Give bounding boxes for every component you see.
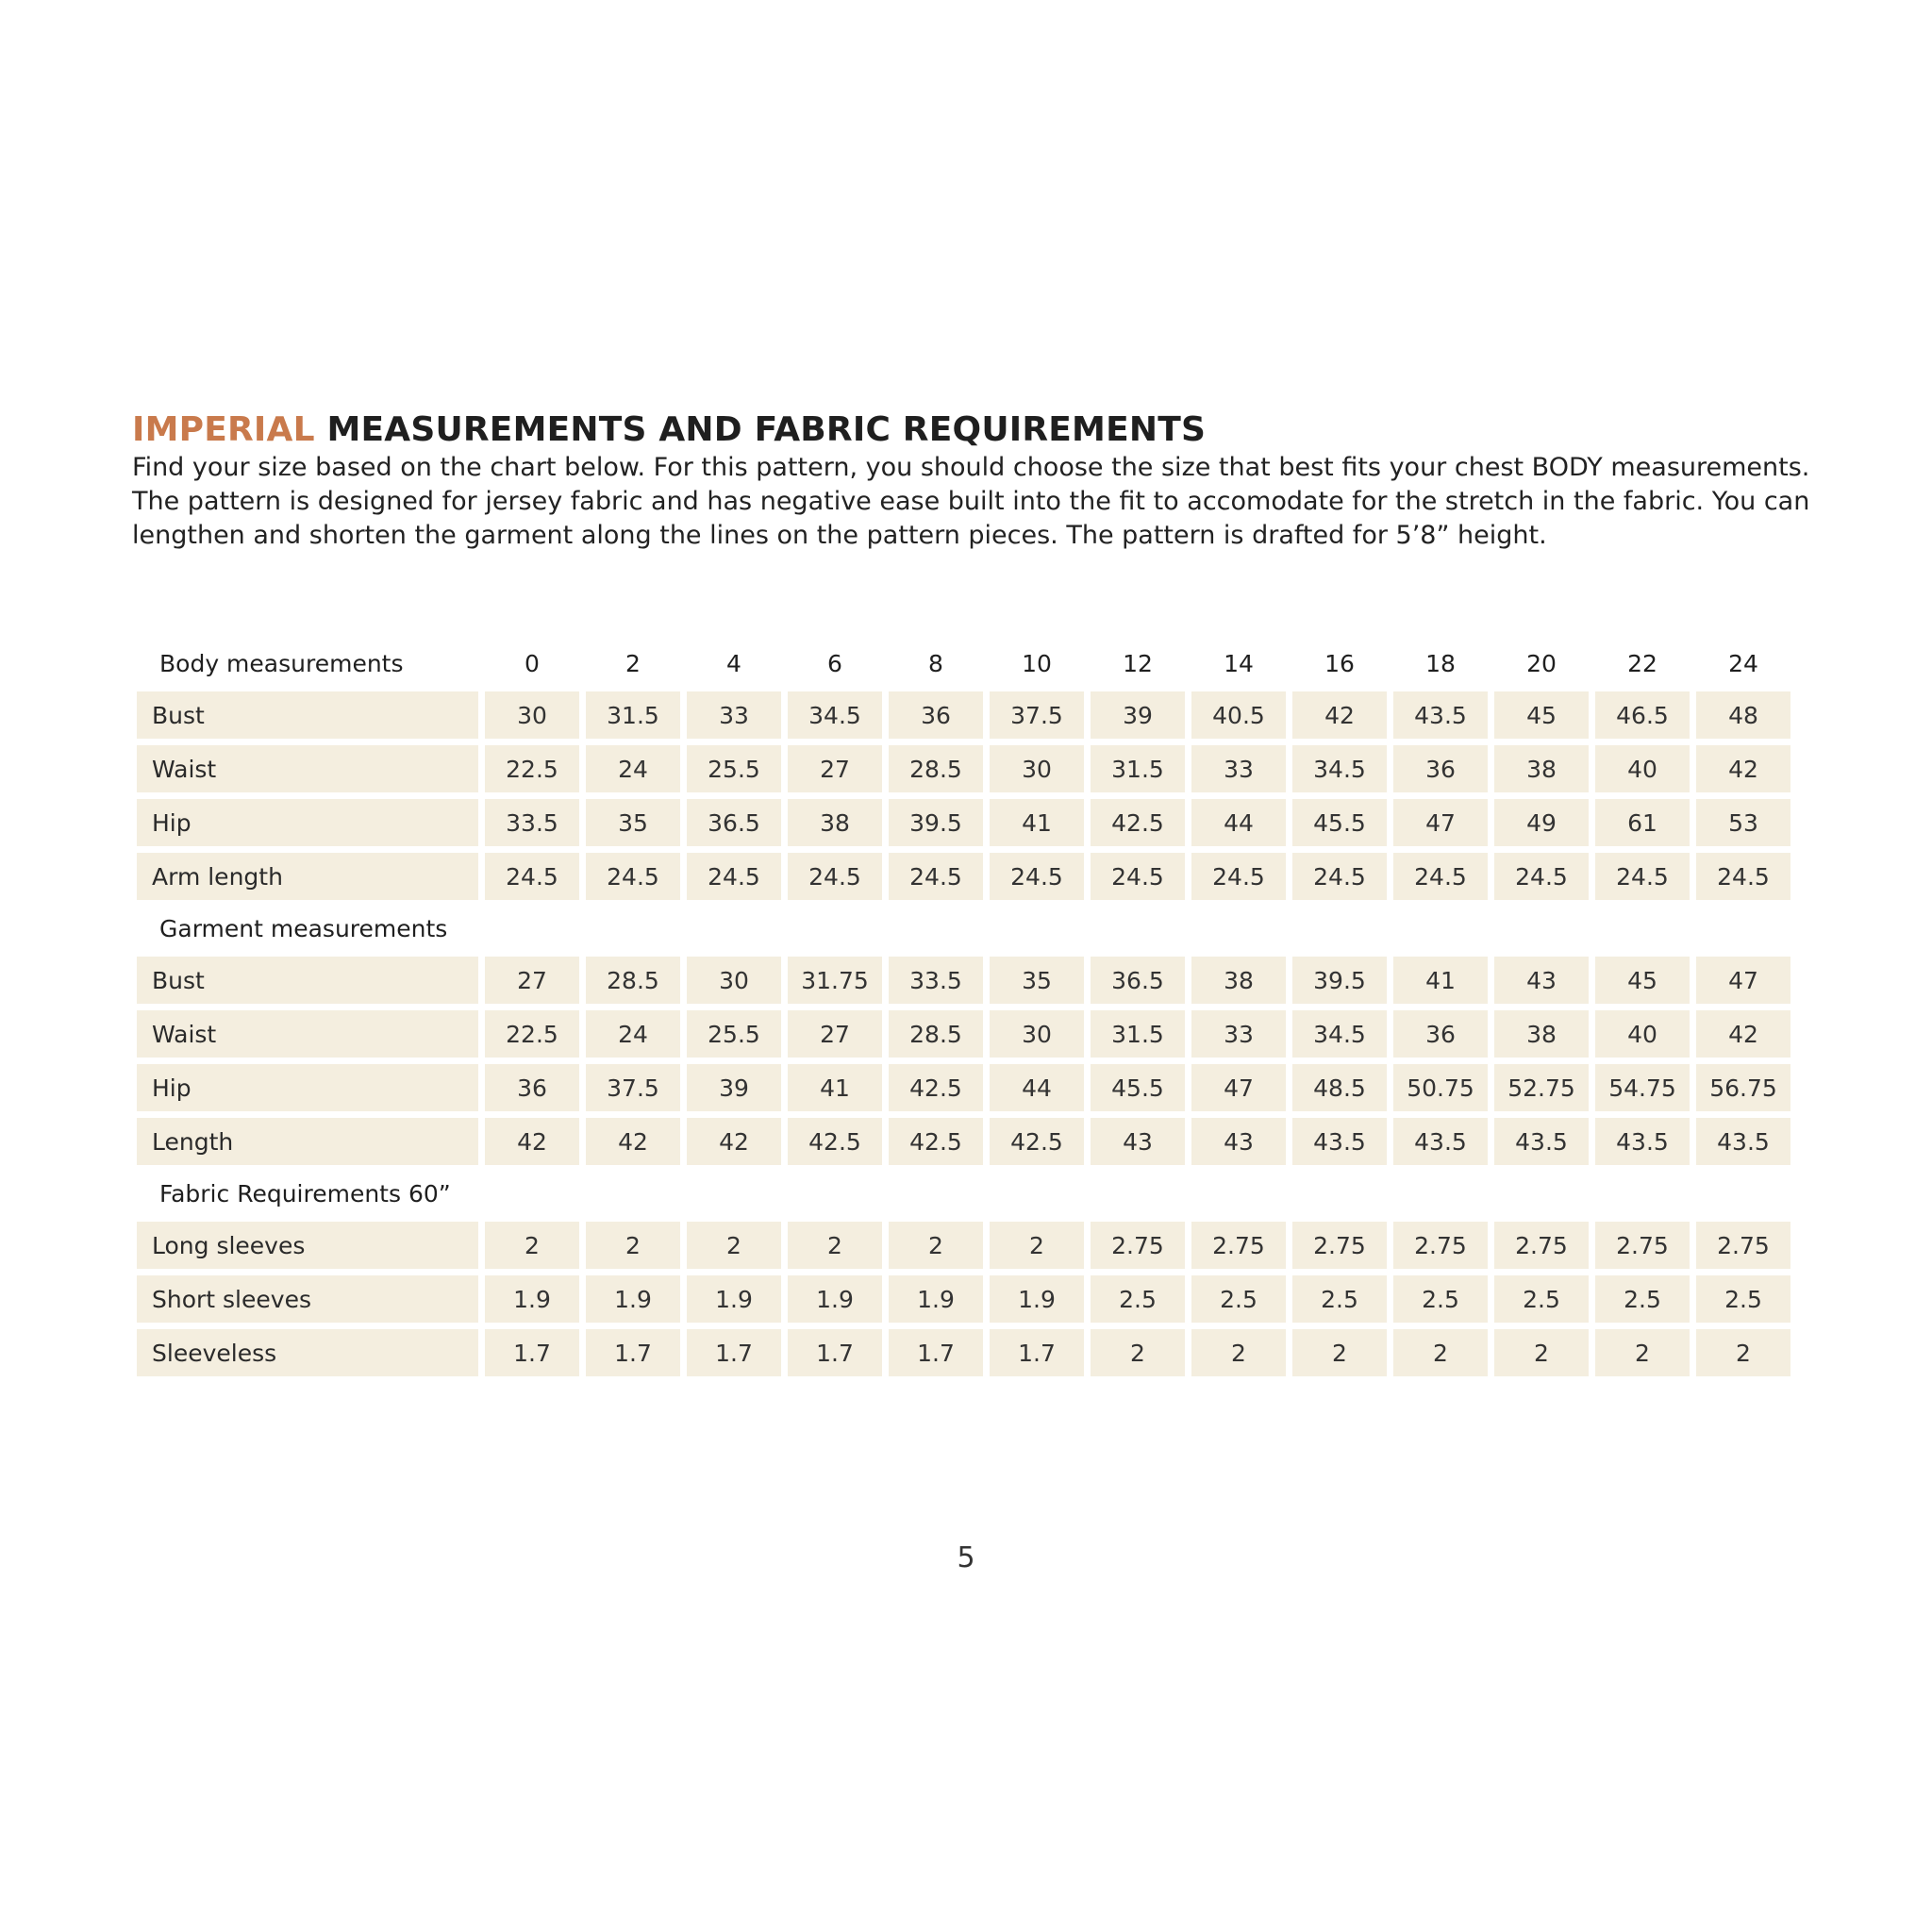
table-cell: 1.9 xyxy=(889,1275,983,1323)
table-cell: 2.75 xyxy=(1595,1222,1690,1269)
heading-rest: MEASUREMENTS AND FABRIC REQUIREMENTS xyxy=(314,410,1207,449)
table-row xyxy=(137,1275,1790,1323)
table-cell: 36 xyxy=(1393,745,1488,792)
size-column-header: 16 xyxy=(1324,649,1355,677)
table-cell: 36 xyxy=(1393,1010,1488,1058)
table-cell: 1.7 xyxy=(485,1329,579,1376)
table-cell: 24.5 xyxy=(1494,853,1589,900)
table-cell: 24.5 xyxy=(485,853,579,900)
table-cell: 24.5 xyxy=(1191,853,1286,900)
table-row xyxy=(137,799,1790,846)
table-cell: 36.5 xyxy=(687,799,781,846)
row-label: Sleeveless xyxy=(137,1329,478,1376)
table-cell: 43.5 xyxy=(1393,1118,1488,1165)
table-cell: 22.5 xyxy=(485,745,579,792)
table-cell: 2 xyxy=(1091,1329,1185,1376)
table-cell: 42 xyxy=(1696,745,1790,792)
table-cell: 42.5 xyxy=(889,1118,983,1165)
size-column-header: 22 xyxy=(1627,649,1657,677)
table-cell: 43 xyxy=(1494,957,1589,1004)
table-cell: 45.5 xyxy=(1292,799,1387,846)
table-cell: 1.9 xyxy=(990,1275,1084,1323)
table-row xyxy=(137,1329,1790,1376)
table-cell: 2 xyxy=(889,1222,983,1269)
table-cell: 2 xyxy=(485,1222,579,1269)
table-cell: 39.5 xyxy=(1292,957,1387,1004)
table-cell: 24.5 xyxy=(687,853,781,900)
table-cell: 31.75 xyxy=(788,957,882,1004)
table-cell: 24 xyxy=(586,1010,680,1058)
table-cell: 37.5 xyxy=(990,691,1084,739)
table-cell: 2 xyxy=(1292,1329,1387,1376)
table-cell: 39.5 xyxy=(889,799,983,846)
table-cell: 44 xyxy=(990,1064,1084,1111)
table-cell: 2.75 xyxy=(1091,1222,1185,1269)
row-label: Hip xyxy=(137,799,478,846)
table-cell: 24.5 xyxy=(889,853,983,900)
table-row xyxy=(137,957,1790,1004)
table-cell: 2.75 xyxy=(1494,1222,1589,1269)
table-cell: 1.7 xyxy=(788,1329,882,1376)
section-title: Garment measurements xyxy=(159,914,448,942)
table-cell: 43.5 xyxy=(1292,1118,1387,1165)
table-cell: 42 xyxy=(687,1118,781,1165)
table-cell: 30 xyxy=(485,691,579,739)
size-column-header: 10 xyxy=(1022,649,1052,677)
size-column-header: 24 xyxy=(1728,649,1758,677)
table-cell: 42 xyxy=(586,1118,680,1165)
row-label: Bust xyxy=(137,957,478,1004)
table-cell: 2 xyxy=(1696,1329,1790,1376)
table-cell: 24.5 xyxy=(1292,853,1387,900)
size-column-header: 4 xyxy=(726,649,741,677)
table-cell: 27 xyxy=(788,745,882,792)
table-cell: 46.5 xyxy=(1595,691,1690,739)
table-cell: 2 xyxy=(687,1222,781,1269)
row-label: Arm length xyxy=(137,853,478,900)
table-cell: 42.5 xyxy=(889,1064,983,1111)
table-cell: 2.5 xyxy=(1595,1275,1690,1323)
table-row xyxy=(137,853,1790,900)
row-label: Bust xyxy=(137,691,478,739)
table-cell: 43.5 xyxy=(1595,1118,1690,1165)
table-cell: 1.7 xyxy=(687,1329,781,1376)
table-cell: 41 xyxy=(990,799,1084,846)
table-cell: 42 xyxy=(1696,1010,1790,1058)
table-cell: 25.5 xyxy=(687,1010,781,1058)
table-cell: 33 xyxy=(1191,745,1286,792)
table-cell: 40 xyxy=(1595,745,1690,792)
intro-line: Find your size based on the chart below. For this pattern, you should choose the size that best fits your chest BODY measurements. xyxy=(132,453,1810,482)
table-cell: 30 xyxy=(990,745,1084,792)
size-column-header: 8 xyxy=(928,649,943,677)
table-cell: 38 xyxy=(1494,1010,1589,1058)
section-header-row xyxy=(137,641,1790,685)
table-row xyxy=(137,691,1790,739)
row-label: Hip xyxy=(137,1064,478,1111)
table-cell: 45 xyxy=(1494,691,1589,739)
size-column-header: 18 xyxy=(1425,649,1456,677)
table-cell: 42 xyxy=(1292,691,1387,739)
size-chart-table xyxy=(130,635,1797,1383)
table-cell: 36.5 xyxy=(1091,957,1185,1004)
table-cell: 22.5 xyxy=(485,1010,579,1058)
page-heading xyxy=(132,408,1206,453)
table-cell: 50.75 xyxy=(1393,1064,1488,1111)
table-cell: 30 xyxy=(687,957,781,1004)
table-cell: 2 xyxy=(1393,1329,1488,1376)
table-cell: 25.5 xyxy=(687,745,781,792)
table-cell: 33 xyxy=(687,691,781,739)
table-cell: 2 xyxy=(1595,1329,1690,1376)
row-label: Length xyxy=(137,1118,478,1165)
table-cell: 53 xyxy=(1696,799,1790,846)
table-cell: 24 xyxy=(586,745,680,792)
table-cell: 2.5 xyxy=(1292,1275,1387,1323)
table-cell: 24.5 xyxy=(586,853,680,900)
table-cell: 1.9 xyxy=(485,1275,579,1323)
table-cell: 41 xyxy=(788,1064,882,1111)
table-cell: 47 xyxy=(1191,1064,1286,1111)
table-cell: 42 xyxy=(485,1118,579,1165)
table-cell: 1.7 xyxy=(990,1329,1084,1376)
table-cell: 2.75 xyxy=(1393,1222,1488,1269)
table-cell: 38 xyxy=(1494,745,1589,792)
table-row xyxy=(137,745,1790,792)
table-cell: 24.5 xyxy=(1091,853,1185,900)
table-cell: 48 xyxy=(1696,691,1790,739)
table-cell: 2.5 xyxy=(1696,1275,1790,1323)
table-cell: 2.5 xyxy=(1191,1275,1286,1323)
table-cell: 24.5 xyxy=(788,853,882,900)
size-column-header: 14 xyxy=(1224,649,1254,677)
table-cell: 24.5 xyxy=(990,853,1084,900)
table-cell: 54.75 xyxy=(1595,1064,1690,1111)
table-cell: 28.5 xyxy=(586,957,680,1004)
table-cell: 24.5 xyxy=(1595,853,1690,900)
table-cell: 38 xyxy=(788,799,882,846)
table-cell: 2 xyxy=(1494,1329,1589,1376)
size-column-header: 12 xyxy=(1123,649,1153,677)
table-cell: 33.5 xyxy=(485,799,579,846)
table-cell: 41 xyxy=(1393,957,1488,1004)
section-title: Body measurements xyxy=(159,649,404,677)
table-cell: 61 xyxy=(1595,799,1690,846)
table-cell: 43.5 xyxy=(1494,1118,1589,1165)
table-cell: 38 xyxy=(1191,957,1286,1004)
table-cell: 36 xyxy=(485,1064,579,1111)
table-cell: 1.7 xyxy=(889,1329,983,1376)
table-cell: 2.75 xyxy=(1191,1222,1286,1269)
table-cell: 24.5 xyxy=(1696,853,1790,900)
size-column-header: 2 xyxy=(625,649,641,677)
table-row xyxy=(137,1222,1790,1269)
table-cell: 52.75 xyxy=(1494,1064,1589,1111)
table-cell: 30 xyxy=(990,1010,1084,1058)
row-label: Long sleeves xyxy=(137,1222,478,1269)
heading-accent: IMPERIAL xyxy=(132,410,315,449)
table-cell: 40 xyxy=(1595,1010,1690,1058)
table-cell: 36 xyxy=(889,691,983,739)
table-cell: 43 xyxy=(1191,1118,1286,1165)
table-row xyxy=(137,1010,1790,1058)
table-cell: 2 xyxy=(788,1222,882,1269)
table-cell: 40.5 xyxy=(1191,691,1286,739)
table-cell: 2.75 xyxy=(1696,1222,1790,1269)
table-cell: 2.5 xyxy=(1393,1275,1488,1323)
table-cell: 2 xyxy=(586,1222,680,1269)
table-row xyxy=(137,1118,1790,1165)
size-chart-body xyxy=(137,641,1790,1376)
table-cell: 42.5 xyxy=(788,1118,882,1165)
intro-paragraph xyxy=(132,451,1830,553)
table-cell: 37.5 xyxy=(586,1064,680,1111)
table-cell: 1.9 xyxy=(687,1275,781,1323)
table-cell: 31.5 xyxy=(1091,1010,1185,1058)
table-cell: 27 xyxy=(485,957,579,1004)
table-row xyxy=(137,1064,1790,1111)
table-cell: 28.5 xyxy=(889,1010,983,1058)
table-cell: 2.75 xyxy=(1292,1222,1387,1269)
table-cell: 28.5 xyxy=(889,745,983,792)
size-column-header: 0 xyxy=(525,649,540,677)
table-cell: 39 xyxy=(1091,691,1185,739)
intro-line: The pattern is designed for jersey fabric and has negative ease built into the fit to accomodate for the stretch in the fabric. You can xyxy=(132,487,1810,516)
intro-line: lengthen and shorten the garment along the lines on the pattern pieces. The pattern is drafted for 5’8” height. xyxy=(132,521,1547,550)
table-cell: 56.75 xyxy=(1696,1064,1790,1111)
table-cell: 34.5 xyxy=(788,691,882,739)
row-label: Waist xyxy=(137,745,478,792)
table-cell: 33.5 xyxy=(889,957,983,1004)
size-column-header: 20 xyxy=(1526,649,1557,677)
table-cell: 33 xyxy=(1191,1010,1286,1058)
table-cell: 24.5 xyxy=(1393,853,1488,900)
table-cell: 47 xyxy=(1393,799,1488,846)
table-cell: 39 xyxy=(687,1064,781,1111)
table-cell: 2.5 xyxy=(1494,1275,1589,1323)
section-header-row xyxy=(137,907,1790,950)
table-cell: 42.5 xyxy=(990,1118,1084,1165)
table-cell: 27 xyxy=(788,1010,882,1058)
table-cell: 2 xyxy=(1191,1329,1286,1376)
table-cell: 44 xyxy=(1191,799,1286,846)
table-cell: 43.5 xyxy=(1393,691,1488,739)
table-cell: 35 xyxy=(990,957,1084,1004)
table-cell: 43 xyxy=(1091,1118,1185,1165)
table-cell: 34.5 xyxy=(1292,1010,1387,1058)
table-cell: 42.5 xyxy=(1091,799,1185,846)
table-cell: 48.5 xyxy=(1292,1064,1387,1111)
table-cell: 31.5 xyxy=(586,691,680,739)
row-label: Short sleeves xyxy=(137,1275,478,1323)
table-cell: 47 xyxy=(1696,957,1790,1004)
table-cell: 34.5 xyxy=(1292,745,1387,792)
row-label: Waist xyxy=(137,1010,478,1058)
table-cell: 43.5 xyxy=(1696,1118,1790,1165)
table-cell: 31.5 xyxy=(1091,745,1185,792)
size-column-header: 6 xyxy=(827,649,842,677)
table-cell: 49 xyxy=(1494,799,1589,846)
table-cell: 1.9 xyxy=(788,1275,882,1323)
table-cell: 35 xyxy=(586,799,680,846)
table-cell: 2.5 xyxy=(1091,1275,1185,1323)
table-cell: 1.9 xyxy=(586,1275,680,1323)
table-cell: 1.7 xyxy=(586,1329,680,1376)
section-header-row xyxy=(137,1172,1790,1215)
table-cell: 45.5 xyxy=(1091,1064,1185,1111)
table-cell: 2 xyxy=(990,1222,1084,1269)
section-title: Fabric Requirements 60” xyxy=(159,1179,451,1208)
page-number: 5 xyxy=(957,1541,975,1574)
table-cell: 45 xyxy=(1595,957,1690,1004)
